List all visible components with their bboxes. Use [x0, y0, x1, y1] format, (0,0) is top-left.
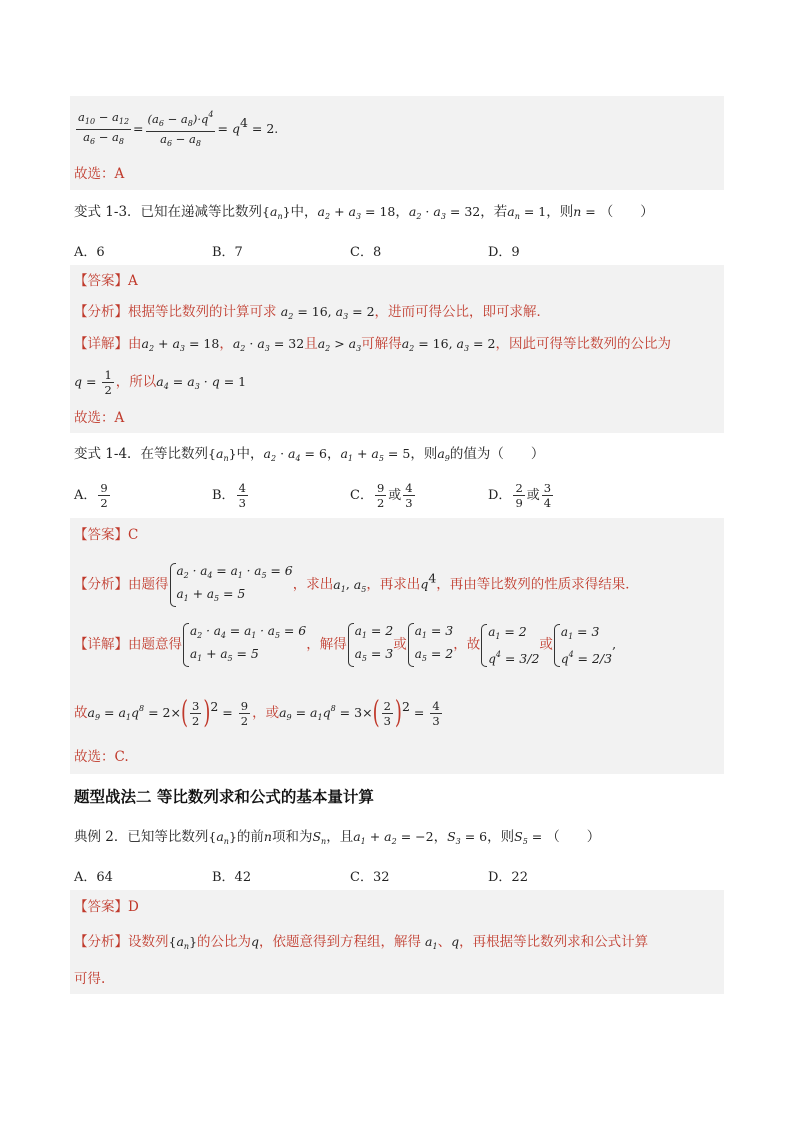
- analysis-line: 【分析】由题得 $a_2 \cdot a_4 = a_1 \cdot a_5 = 6$ $a_1 + a_5 = 5$ ，求出$a_1$, $a_5$，再求出$q^4$，再由等比数列的性质求得结果．: [74, 562, 639, 608]
- option-d: D． $\frac{2}{9}$ 或 $\frac{3}{4}$: [488, 481, 552, 510]
- answer-line: 【答案】C: [74, 527, 139, 543]
- option-a: A．64: [74, 870, 113, 885]
- analysis-line: 【分析】根据等比数列的计算可求 $a_2 = 16$, $a_3 = 2$，进而可得公比，即可求解．: [74, 304, 551, 321]
- analysis-line-2: 可得.: [74, 971, 106, 987]
- answer-line: 【答案】A: [74, 273, 138, 289]
- analysis-line: 【分析】设数列$\{a_n\}$的公比为q，依题意得到方程组，解得 $a_1$、q，再根据等比数列求和公式计算: [74, 934, 649, 951]
- option-b: B． $\frac{4}{3}$: [212, 481, 246, 510]
- option-b: B．42: [212, 870, 252, 885]
- answer-line: 【答案】D: [74, 899, 139, 915]
- chosen-answer-1-3: 故选：A: [74, 410, 125, 426]
- formula-q4: $\frac{a_{10} - a_{12}}{a_6 - a_8}$ = $\frac{(a_6 - a_8)\cdot q^4}{a_6 - a_8}$ = $q^4 = 2$.: [78, 110, 279, 148]
- detail-line-2: q = $\frac{1}{2}$ ，所以$a_4 = a_3 \cdot q = 1$: [74, 368, 247, 397]
- option-d: D．22: [488, 870, 528, 885]
- option-b: B．7: [212, 245, 243, 260]
- example-2-stem: 典例 2．已知等比数列$\{a_n\}$的前n项和为$S_n$，且$a_1 + a_2 = -2$，$S_3 = 6$，则$S_5$ = （ ）: [74, 829, 601, 846]
- option-a: A．6: [74, 245, 105, 260]
- option-c: C．32: [350, 870, 390, 885]
- chosen-answer-1-4: 故选：C.: [74, 749, 129, 765]
- question-1-3-stem: 变式 1-3．已知在递减等比数列$\{a_n\}$中，$a_2 + a_3 = 18$，$a_2 \cdot a_3 = 32$，若$a_n = 1$，则n = （ ）: [74, 204, 654, 221]
- option-a: A． $\frac{9}{2}$: [74, 481, 108, 510]
- detail-line-2: 故$a_9 = a_1q^8 = 2\times$( $\frac{3}{2}$ )$^2$ = $\frac{9}{2}$ ，或$a_9 = a_1q^8 = 3\times$( $\frac{2}{3}$ )$^2$ = $\frac{4}{3}$: [74, 694, 440, 731]
- option-d: D．9: [488, 245, 520, 260]
- option-c: C．8: [350, 245, 382, 260]
- detail-line: 【详解】由$a_2 + a_3 = 18$，$a_2 \cdot a_3 = 32$且$a_2 > a_3$可解得$a_2 = 16$, $a_3 = 2$，因此可得等比数列的公比为: [74, 336, 671, 353]
- detail-line: 【详解】由题意得 $a_2 \cdot a_4 = a_1 \cdot a_5 = 6$ $a_1 + a_5 = 5$ ，解得 $a_1 = 2$ $a_5 = 3$ 或 $a_1 = 3$ $a_5 = 2$ ，故 $a_1 = 2$ $q^4 = 3/2$ 或 $a_1 = 3$ $q^4 = 2/3$ ,: [74, 622, 616, 668]
- question-1-4-stem: 变式 1-4．在等比数列$\{a_n\}$中，$a_2 \cdot a_4 = 6$，$a_1 + a_5 = 5$，则$a_9$的值为（ ）: [74, 446, 545, 463]
- section-heading: 题型战法二 等比数列求和公式的基本量计算: [74, 788, 374, 806]
- option-c: C． $\frac{9}{2}$ 或 $\frac{4}{3}$: [350, 481, 413, 510]
- chosen-answer-prev: 故选：A: [74, 166, 125, 182]
